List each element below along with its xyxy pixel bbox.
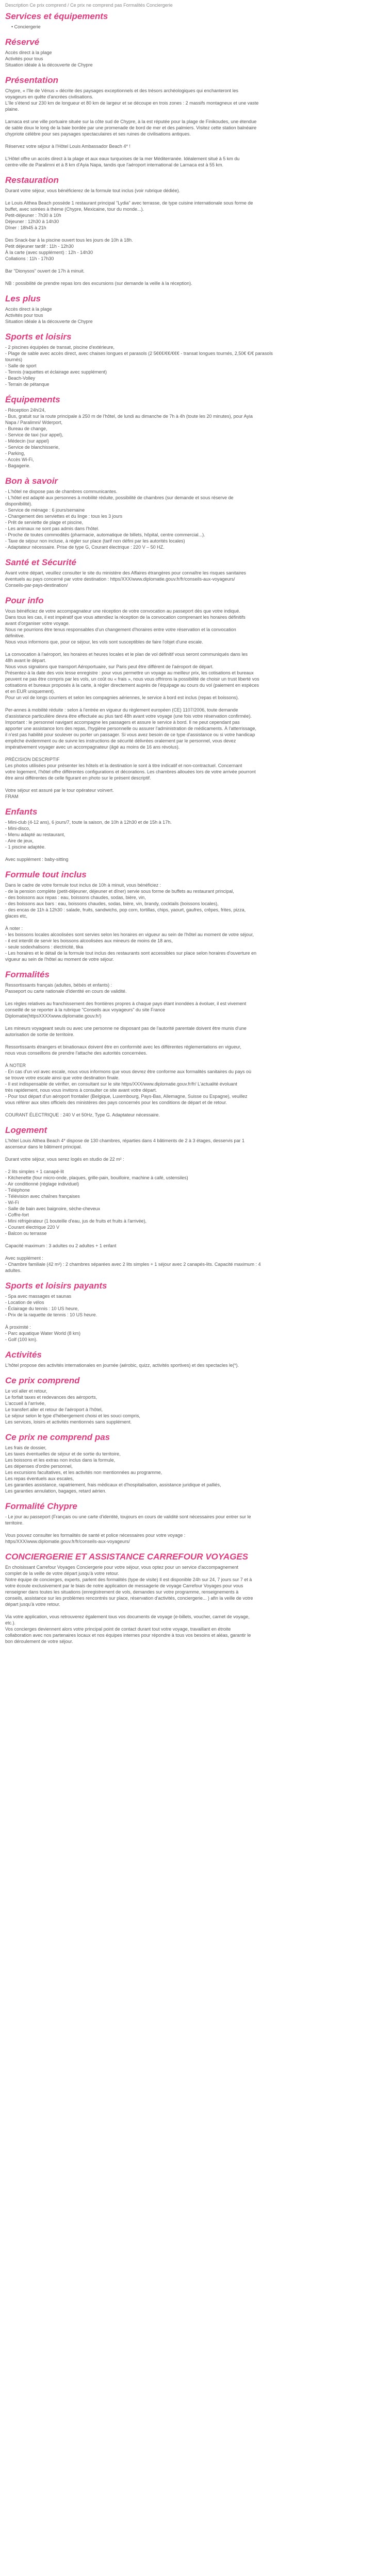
text-line [5,919,386,925]
section [5,175,386,286]
text-line: Vos concierges deviennent alors votre principal point de contact durant tout votre voyage, travaillant en étroite [5,1626,231,1632]
text-line: À proximité : [5,1325,31,1330]
text-line: - Les animaux ne sont pas admis dans l'hôtel. [5,526,100,531]
text-line [5,1106,386,1112]
section-title: Ce prix comprend [5,1376,80,1385]
text-line: centre-ville de Paralimni et à 8 km d'Ayia Napa, tandis que l'aéroport international de Larnaca est à 55 km. [5,162,224,167]
section [5,1376,386,1425]
text-line: tournés) [5,357,23,362]
text-line: - des boissons aux bars : eau, boissons chaudes, sodas, bière, vin, brandy, cocktails (boissons locales), [5,901,219,906]
section-title: Santé et Sécurité [5,557,76,567]
text-line: Dîner : 18h45 à 21h [5,225,46,230]
text-line: - Salle de bain avec baignoire, sèche-cheveux [5,1206,101,1211]
text-line: impérativement voyager avec un accompagnateur (âgé au moins de 16 ans révolus). [5,744,180,750]
text-line: - Parc aquatique Water World (8 km) [5,1331,81,1336]
text-line: - Mini-disco, [5,826,30,831]
text-line: - Beach-Volley [5,376,36,381]
text-line: https/XXX/www.diplomatie.gouv.fr/fr/conseils-aux-voyageurs/ [5,1539,130,1544]
text-line: Vous bénéficiez de votre accompagnateur une réception de votre convocation au passeport dès que votre indiqué. [5,608,240,614]
text-line: À NOTER [5,1063,26,1068]
text-line: FRAM [5,794,19,799]
text-line: être ainsi différentes de celle figurant en photo sur le présent descriptif. [5,775,151,781]
text-line: Activités pour tous [5,313,43,318]
text-line [5,781,386,787]
section [5,1056,386,1118]
text-line: La convocation à l'aéroport, les horaires et heures locales et le plan de vol définitif vous seront communiqués dans les [5,652,248,657]
text-line: Le séjour selon le type d'hébergement choisi et les souci compris, [5,1413,140,1418]
section [5,1350,386,1368]
text-line: collaboration avec nos partenaires locaux et nos équipes internes pour répondre à tous vos besoins et aléas, garantir le [5,1633,251,1638]
text-line: Les règles relatives au franchissement des frontières propres à chaque pays étant inondées à évoluer, il est vivement [5,1001,247,1006]
text-line: Nous ne pourrions être tenus responsables d'un changement d'horaires entre votre réservation et la convocation [5,627,236,632]
text-line: Situation idéale à la découverte de Chypre [5,62,93,67]
text-line: L'accueil à l'arrivée, [5,1401,46,1406]
section-title: Bon à savoir [5,476,58,486]
text-line [5,1019,386,1025]
text-line [5,231,386,237]
text-line: Notre équipe de concierges, experts, parlent des formalités (type de visite) Il est disponible 24h sur 24, 7 jours sur 7 et à [5,1577,252,1582]
text-line: - Wi-Fi [5,1200,19,1205]
text-line: - Salle de sport [5,363,37,368]
text-line: peuvent ne pas être compris par les vols, un coût ou « frais », nous vous offrirons la possibilité de choisir un trust liberté vos [5,676,259,682]
section-title: Formule tout inclus [5,870,87,879]
text-line [5,1162,386,1168]
section [5,1281,386,1343]
text-line: empêche évidemment ou de suivre les instructions de sécurité délivrées oralement par le personnel, vous devez [5,738,236,743]
text-line: Per-annes à mobilité réduite : selon à l'entrée en vigueur du règlement européen (CE) 1107/2006, toute demande [5,707,238,713]
text-line: - Prêt de serviette de plage et piscine, [5,520,84,525]
text-line: - Le jour au passeport (Français ou une carte d'identité, toujours en cours de validité sont nécessaires pour entrer sur le [5,1514,251,1519]
section-title: Restauration [5,175,59,185]
text-line: - Adaptateur nécessaire. Prise de type G, Courant électrique : 220 V – 50 HZ. [5,545,165,550]
text-line: - Service de blanchisserie, [5,445,60,450]
text-line: cotisations et bureaux proposés à la carte, à régler directement auprès de l'équipage au cours du vol (paiement en espèces [5,683,259,688]
text-line: Le transfert aller et retour de l'aéroport à l'hôtel, [5,1407,103,1412]
text-line: - Éclairage du tennis : 10 US heure, [5,1306,79,1311]
text-line: Nous vous informons que, pour ce séjour, les vols sont susceptibles de faire l'objet d'une escale. [5,639,203,645]
text-line: À la carte (avec supplément) : 12h - 14h30 [5,250,93,255]
section [5,596,386,800]
text-line: très rapidement, nous vous invitons à consulter ce site avant votre départ. [5,1088,157,1093]
text-line: Collations : 11h - 17h30 [5,256,54,261]
text-line: renseigner dans toutes les situations (enregistrement de vols, demandes sur votre programme, renseignements à [5,1589,239,1595]
text-line: Réservez votre séjour à l'Hôtel Louis Ambassador Beach 4* ! [5,144,131,149]
text-line: - Téléphone [5,1188,30,1193]
section [5,970,386,1056]
text-line: - Pour tout départ d'un aéroport frontalier (Belgique, Luxembourg, Pays-Bas, Allemagne, Suisse ou Espagne), veuillez [5,1094,248,1099]
text-line: se trouve votre escale ainsi que votre destination finale. [5,1075,120,1080]
text-line: éventuels au pays concerné par votre destination : https/XXX/www.diplomatie.gouv.fr/fr/conseils-aux-voyageurs/ [5,577,235,582]
text-line: - Mini-club (4-12 ans), 6 jours/7, toute la saison, de 10h à 12h30 et de 15h à 17h. [5,820,172,825]
section [5,476,386,550]
text-line: - En cas d'un vol avec escale, nous vous informons que vous devrez être conforme aux formalités sanitaires du pays où [5,1069,251,1074]
breadcrumb[interactable]: Description Ce prix comprend / Ce prix ne comprend pas Formalités Conciergerie [5,3,173,8]
text-line: et en EUR uniquement). [5,689,55,694]
text-line [5,701,386,707]
text-line: Ressortissants étrangers et binationaux doivent être en conformité avec les différentes réglementations en vigueur, [5,1044,241,1049]
section-title: CONCIERGERIE ET ASSISTANCE CARREFOUR VOYAGES [5,1552,249,1562]
text-line: Avant votre départ, veuillez consulter le site du ministère des Affaires étrangères pour connaître les risques sanitaires [5,570,246,575]
text-line: ascenseur dans le bâtiment principal. [5,1144,82,1149]
text-line: - Médecin (sur appel) [5,438,50,444]
text-line [5,1526,386,1532]
text-line: - Les horaires et le détail de la formule tout inclus des restaurants sont accessibles sur place selon horaires d'ouverture en [5,951,256,956]
text-line: - Kitchenette (four micro-onde, plaques, grille-pain, bouilloire, machine à café, ustensiles) [5,1175,188,1180]
section-title: Sports et loisirs payants [5,1281,107,1291]
text-line [5,137,386,143]
text-line: Accès direct à la plage [5,50,52,55]
text-line: L'hôtel Louis Althea Beach 4* dispose de 130 chambres, réparties dans 4 bâtiments de 2 à 3 étages, desservis par 1 [5,1138,245,1143]
section-title: Ce prix ne comprend pas [5,1432,110,1442]
text-line [5,994,386,1001]
text-line: territoire. [5,1520,24,1526]
text-line: Les frais de dossier, [5,1445,47,1450]
text-line: Le vol aller et retour, [5,1388,47,1394]
text-line: Durant votre séjour, vous serez logés en studio de 22 m² : [5,1157,124,1162]
text-line: - Il est indispensable de vérifier, en consultant sur le site https/XXX/www.diplomatie.gouv.fr/fr/ L'actualité évoluant [5,1081,237,1087]
section-spacer [5,1056,386,1062]
text-line: - Télévision avec chaînes françaises [5,1194,80,1199]
text-line: Napa / Paralimni/ Wderport, [5,420,63,425]
text-line: NB : possibilité de prendre repas lors des excursions (sur demande la veille à la réception). [5,281,192,286]
text-line: Les dépenses d'ordre personnel, [5,1464,73,1469]
text-line: Le Louis Althea Beach possède 1 restaurant principal "Lydia" avec terrasse, de type cuisine internationale sous forme de [5,200,253,206]
section-title: Présentation [5,75,58,85]
text-line: buffet, avec soirées à thème (Chypre, Mexicaine, tour du monde...). [5,207,144,212]
text-line [5,149,386,156]
text-line: il n'est pas habilité pour soulever ou porter un passager. Si vous avez besoin de ce type d'assistance ou si votre handicap [5,732,255,737]
text-line: vous référer aux sites officiels des ministères des pays concernés pour les conditions de départ et de retour. [5,1100,227,1105]
text-line: - seule sodexhalisons : électricité, tika [5,944,84,950]
text-line: - Menu adapté au restaurant, [5,832,66,837]
text-line: Situation idéale à la découverte de Chypre [5,319,93,324]
text-line: conseillé de se reporter à la rubrique "Conseils aux voyageurs" du site France [5,1007,166,1012]
text-line: Accès direct à la plage [5,307,52,312]
text-line: - Service de ménage : 6 jours/semaine [5,507,85,513]
text-line: - de la pension complète (petit-déjeuner, déjeuner et dîner) servie sous forme de buffets au restaurant principal, [5,889,234,894]
text-line: Dans tous les cas, il est impératif que vous attendiez la réception de la convocation comprenant les horaires définitifs [5,615,246,620]
text-line: - Aire de jeux, [5,838,34,843]
text-line [5,1607,386,1614]
text-line [5,1038,386,1044]
text-line: Durant votre séjour, vous bénéficierez de la formule tout inclus (voir rubrique dédiée). [5,188,181,193]
section [5,807,386,862]
section-title: Les plus [5,294,41,303]
text-line: nous vous conseillons de prendre l'attache des autorités concernées. [5,1050,148,1056]
section [5,332,386,387]
text-line: - Accès Wi-Fi, [5,457,34,462]
text-line: Activités pour tous [5,56,43,61]
text-line: Les repas éventuels aux escales, [5,1476,74,1481]
text-line: - Bagagerie. [5,463,31,468]
text-line: Via votre application, vous retrouverez également tous vos documents de voyage (e-billets, voucher, carnet de voyage, [5,1614,250,1619]
text-line: avant d'organiser votre voyage. [5,621,70,626]
text-line: Petit-déjeuner : 7h30 à 10h [5,213,61,218]
text-line: Petit déjeuner tardif : 11h - 12h30 [5,244,74,249]
text-line: de sable doux le long de la baie bordée par une promenade de bord de mer et des palmiers. Visitez cette station balnéaire [5,125,257,130]
text-line: départ jusqu'à votre retour. [5,1602,60,1607]
text-line: - Chambre familiale (42 m²) : 2 chambres séparées avec 2 lits simples + 1 séjour avec 2 canapés-lits. Capacité maximum : 4 [5,1262,261,1267]
text-line: - Bureau de change, [5,426,47,431]
text-line: Ressortissants français (adultes, bébés et enfants) : [5,982,112,988]
text-line: - des boissons aux repas : eau, boissons chaudes, sodas, bière, vin, [5,895,146,900]
text-line: voyageurs en quête d'ancrées civilisations. [5,94,93,99]
text-line [5,1318,386,1324]
text-line [5,1236,386,1243]
section [5,294,386,325]
text-line: - Golf (100 km). [5,1337,38,1342]
text-line [5,112,386,118]
text-line: glaces etc, [5,913,28,919]
text-line: disponibilité). [5,501,32,506]
text-line: - Proche de toutes commodités (pharmacie, automatique de billets, hôpital, centre commercial...). [5,532,205,537]
text-line: - 1 piscine adaptée. [5,844,46,850]
text-line: - Mini réfrigérateur (1 bouteille d'eau, jus de fruits et fruits à l'arrivée), [5,1218,147,1224]
section-title: Formalités [5,970,50,979]
text-line: - Coffre-fort [5,1212,29,1217]
text-line: bon déroulement de votre séjour. [5,1639,73,1644]
text-line: - les boissons locales alcoolisées sont servies selon les horaires en vigueur au sein de l'hôtel au moment de votre séjour, [5,932,254,937]
text-line: - Air conditionné (réglage individuel) [5,1181,79,1187]
section [5,75,386,168]
text-line: - Service de taxi (sur appel), [5,432,63,437]
text-line: Les garanties annulation, bagages, retard aérien. [5,1488,107,1494]
text-line: Nous vous signalons que transport Aéroportuaire, sur Paris peut être différent de l'aéroport de départ. [5,664,214,669]
text-line: Des Snack-bar à la piscine ouvert tous les jours de 10h à 18h. [5,238,133,243]
text-line: Les excursions facultatives, et les activités non mentionnées au programme, [5,1470,162,1475]
section-title: Services et équipements [5,11,108,21]
text-line: - Réception 24h/24, [5,408,46,413]
text-line: - des encas de 11h à 12h30 : salade, fruits, sandwichs, pop corn, tortillas, chips, yaourt, gaufres, crêpes, frites, pizza, [5,907,246,912]
section [5,1501,386,1545]
section-title: Logement [5,1125,47,1135]
section-title: Réservé [5,37,40,47]
section-title: Formalité Chypre [5,1501,77,1511]
text-line: - Parking, [5,451,25,456]
text-line: L'île s'étend sur 230 km de longueur et 80 km de largeur et se découpe en trois zones : 2 massifs montagneux et une vaste [5,100,259,106]
text-line: Les mineurs voyageant seuls ou avec une personne ne disposant pas de l'autorité parentale doivent être munis d'une [5,1026,247,1031]
text-line: Les taxes éventuelles de séjour et de sortie du territoire, [5,1451,121,1456]
section-title: Équipements [5,395,60,404]
section-title: Sports et loisirs [5,332,72,342]
content [5,11,386,1645]
text-line: 48h avant le départ. [5,658,46,663]
text-line: conseils, assistance sur les problèmes rencontrés sur place, réservation d'activités, conciergerie... ) afin la veille de votre [5,1596,253,1601]
text-line: - Prix de la raquette de tennis : 10 US heure. [5,1312,97,1317]
text-line: COURANT ÉLECTRIQUE : 240 V et 50Hz, Type G. Adaptateur nécessaire. [5,1112,160,1117]
text-line [5,850,386,856]
text-line [5,262,386,268]
section [5,1552,386,1645]
text-line: votre écoute exclusivement par le biais de notre application de messagerie de voyage Carrefour Voyages pour vous [5,1583,243,1588]
text-line: Présentez-à la date des voix lesse enregistre : pour vous permettre un voyage au meilleur prix, les cotisations et bureaux [5,670,254,675]
text-line: - L'hôtel ne dispose pas de chambres communicantes. [5,489,118,494]
bullet-item: • Conciergerie [11,24,41,29]
text-line: - Taxe de séjour non incluse, à régler sur place (tarif non défini par les autorités locales) [5,538,185,544]
text-line: Diplomatie(httpsXXXXwww.diplomatie.gouv.fr/) [5,1013,102,1019]
text-line [5,645,386,651]
text-line: - Tennis (raquettes et éclairage avec supplément) [5,369,107,375]
text-line: Les services, loisirs et activités mentionnés sans supplément. [5,1419,132,1425]
text-line [5,274,386,280]
text-line: Capacité maximum : 3 adultes ou 2 adultes + 1 enfant [5,1243,117,1248]
text-line: Vous pouvez consulter les formalités de santé et police nécessaires pour votre voyage : [5,1533,186,1538]
text-line: autorisation de sortie de territoire. [5,1032,75,1037]
text-line: En choisissant Carrefour Voyages Conciergerie pour votre séjour, vous optez pour un service d'accompagnement [5,1565,238,1570]
text-line: chypriote célèbre pour ses paysages spectaculaires et ses ruines de civilisations antiques. [5,131,191,137]
text-line: d'assistance particulière devra être effectuée au plus tard 48h avant votre voyage (une fois votre réservation confirmée). [5,714,252,719]
text-line: - Balcon ou terrasse [5,1231,47,1236]
text-line: - Changement des serviettes et du linge : tous les 3 jours [5,514,123,519]
text-line: adultes. [5,1268,22,1273]
text-line: - Terrain de pétanque [5,382,50,387]
section-title: Activités [5,1350,42,1360]
text-line: Conseils-par-pays-destination/ [5,583,68,588]
section [5,11,386,30]
text-line: vigueur au sein de l'hôtel au moment de votre séjour. [5,957,114,962]
text-line: PRÉCISION DESCRIPTIF [5,757,60,762]
text-line [5,194,386,200]
section-title: Enfants [5,807,38,817]
text-line: Les boissons et les extras non inclus dans la formule, [5,1458,116,1463]
text-line: Bar "Dionysos" ouvert de 17h à minuit. [5,268,85,274]
text-line: Avec supplément : baby-sitting [5,857,69,862]
text-line: Larnaca est une ville portuaire située sur la côte sud de Chypre, à la est réputée pour la plage de Finikoudes, une étendue [5,119,257,124]
text-line: Chypre, « l'île de Vénus » décrite des paysages exceptionnels et des trésors archéologiques qui enchanteront les [5,88,238,93]
text-line: - Location de vélos [5,1300,44,1305]
section [5,870,386,962]
text-line: Les garanties assistance, rapatriement, frais médicaux et d'hospitalisation, assistance juridique et palliés, [5,1482,221,1487]
text-line: apporter une assistance lors des repas, l'hygiène personnelle ou assurer l'administration de médicaments. À l'atterrissage, [5,726,256,731]
text-line: votre logement, l'hôtel offre différentes configurations et décorations. Les chambres allouées lors de votre arrivée pourront [5,769,256,774]
text-line: plaine. [5,107,19,112]
section [5,1432,386,1494]
text-line [5,750,386,756]
text-line: Les photos utilisées pour présenter les hôtels et la destination le sont à titre indicatif et non-contractuel. Concernant [5,763,242,768]
section-title: Pour info [5,596,44,605]
text-line: Passeport ou carte nationale d'identité en cours de validité. [5,989,127,994]
text-line: - Plage de sable avec accès direct, avec chaises longues et parasols (2 5€€€/€€/€€€ - transat longues tournés, 2,50€ €/€ parasols [5,351,273,356]
text-line: - il est interdit de servir les boissons alcoolisées aux mineurs de moins de 18 ans, [5,938,173,943]
text-line: complet de la veille de votre départ jusqu'à votre retour. [5,1571,119,1576]
section [5,1125,386,1274]
text-line [5,1249,386,1255]
text-line: À noter : [5,926,23,931]
text-line: - L'hôtel est adapté aux personnes à mobilité réduite, possibilité de chambres (sur demande et sous réserve de [5,495,234,500]
section [5,557,386,588]
text-line: - Spa avec massages et saunas [5,1294,72,1299]
text-line: - 2 lits simples + 1 canapé-lit [5,1169,64,1174]
text-line: Important : le personnel navigant accompagne les passagers et assure le service à bord. Il ne peut cependant pas [5,720,240,725]
text-line: - 2 piscines équipées de transat, piscine d'extérieure, [5,345,115,350]
text-line: Avec supplément : [5,1256,43,1261]
text-line: Dans le cadre de votre formule tout inclus de 10h à minuit, vous bénéficiez : [5,883,161,888]
text-line: L'Hôtel offre un accès direct à la plage et aux eaux turquoises de la mer Méditerranée. Idéalement situé à 5 km du [5,156,240,161]
text-line: Déjeuner : 12h30 à 14h30 [5,219,59,224]
section [5,37,386,68]
text-line: - Bus, gratuit sur la route principale à 250 m de l'hôtel, de lundi au dimanche de 7h à 4h (toute les 20 minutes), pour Ayia [5,414,253,419]
text-line: Pour un vol de longs courriers et selon les compagnies aériennes, le service à bord est inclus (repas et boissons). [5,695,239,700]
text-line: définitive. [5,633,25,638]
text-line [5,1150,386,1156]
text-line: L'hôtel propose des activités internationales en journée (aérobic, quizz, activités sportives) et des spectacles le(*). [5,1363,239,1368]
text-line: - Courant électrique 220 V [5,1225,60,1230]
text-line: Le forfait taxes et redevances des aéroports, [5,1395,97,1400]
text-line: Votre séjour est assuré par le tour opérateur voirvert. [5,788,114,793]
text-line: etc.). [5,1620,16,1625]
section [5,395,386,469]
